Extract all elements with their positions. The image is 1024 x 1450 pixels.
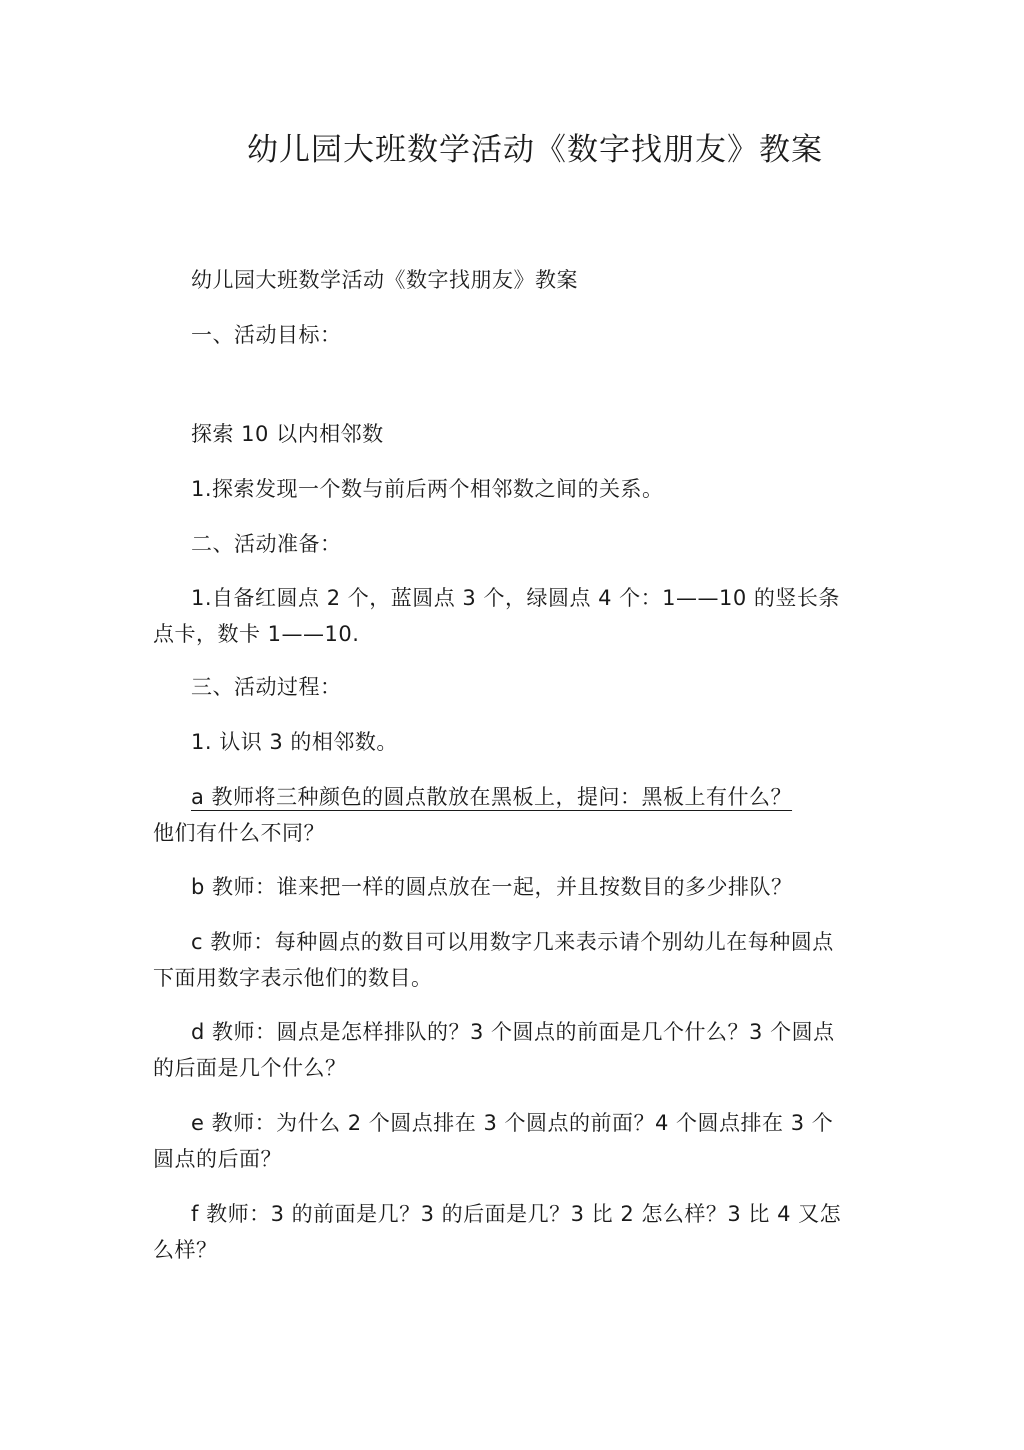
- heading-process: 三、活动过程：: [191, 675, 342, 699]
- paragraph-preparation-1: 1.自备红圆点 2 个，蓝圆点 3 个，绿圆点 4 个：1——10 的竖长条点卡，数卡 1——10.: [153, 586, 840, 646]
- heading-preparation: 二、活动准备：: [191, 532, 342, 556]
- paragraph-step-c: c 教师：每种圆点的数目可以用数字几来表示请个别幼儿在每种圆点下面用数字表示他们的数目。: [153, 930, 834, 990]
- paragraph-step-a-cont: 他们有什么不同？: [153, 821, 325, 845]
- paragraph-subtitle: 幼儿园大班数学活动《数字找朋友》教案: [191, 268, 578, 292]
- paragraph-step-1: 1. 认识 3 的相邻数。: [191, 730, 398, 754]
- paragraph-step-e: e 教师：为什么 2 个圆点排在 3 个圆点的前面？4 个圆点排在 3 个圆点的后面？: [153, 1111, 834, 1171]
- paragraph-step-f: f 教师：3 的前面是几？3 的后面是几？3 比 2 怎么样？3 比 4 又怎么样？: [153, 1202, 842, 1262]
- paragraph-step-b: b 教师：谁来把一样的圆点放在一起，并且按数目的多少排队？: [191, 875, 793, 899]
- paragraph-objective-1: 1.探索发现一个数与前后两个相邻数之间的关系。: [191, 477, 664, 501]
- paragraph-step-d: d 教师：圆点是怎样排队的？3 个圆点的前面是几个什么？3 个圆点的后面是几个什么？: [153, 1020, 835, 1080]
- heading-objectives: 一、活动目标：: [191, 323, 342, 347]
- paragraph-explore: 探索 10 以内相邻数: [191, 422, 384, 446]
- paragraph-step-a: a 教师将三种颜色的圆点散放在黑板上，提问：黑板上有什么？: [191, 785, 793, 809]
- document-title: 幼儿园大班数学活动《数字找朋友》教案: [247, 132, 823, 168]
